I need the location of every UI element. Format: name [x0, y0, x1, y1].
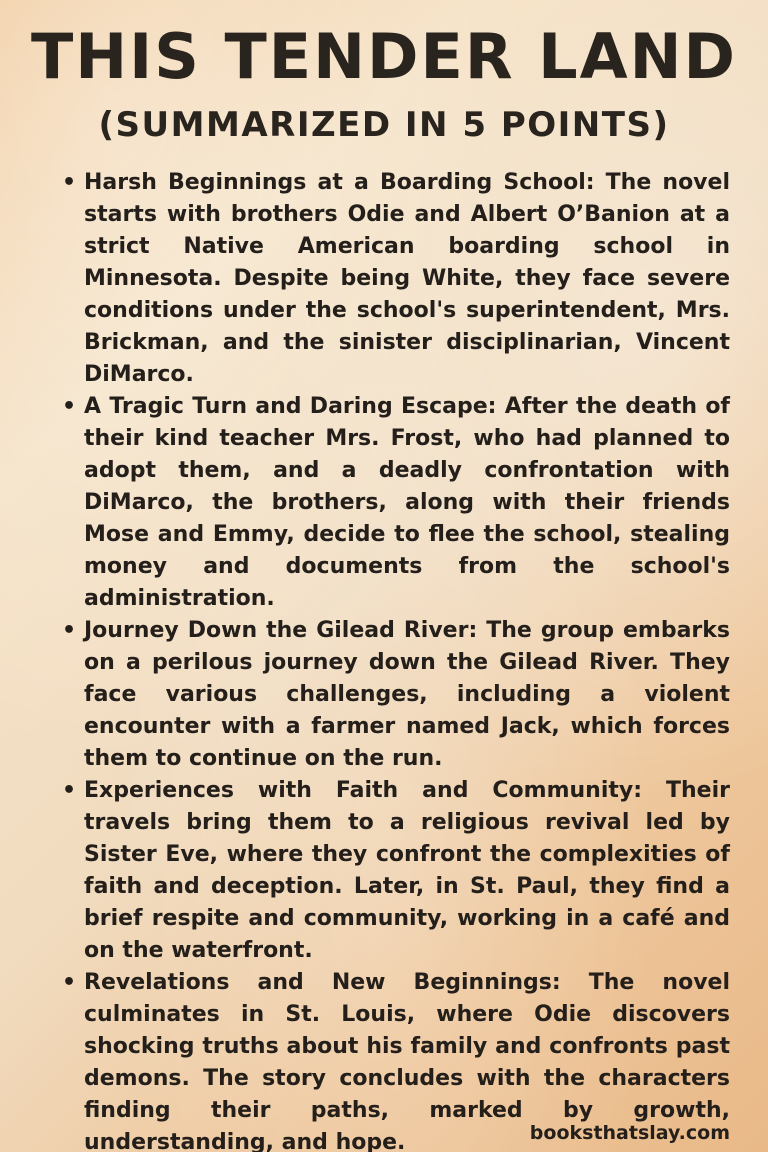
summary-point-text: Journey Down the Gilead River: The group embarks on a perilous journey down the Gilead River. They face various challenges, including a violent encounter with a farmer named Jack, which forces them to continue on the run.: [84, 618, 730, 771]
summary-point: [62, 167, 730, 391]
summary-point-text: A Tragic Turn and Daring Escape: After the death of their kind teacher Mrs. Frost, who had planned to adopt them, and a deadly confrontation with DiMarco, the brothers, along with their friends Mose and Emmy, decide to flee the school, stealing money and documents from the school's administration.: [84, 394, 730, 611]
summary-point: [62, 615, 730, 775]
source-site-link[interactable]: booksthatslay.com: [529, 1122, 730, 1144]
bullet-dot-icon: •: [62, 170, 77, 195]
summary-point: [62, 775, 730, 967]
summary-point-text: Experiences with Faith and Community: Their travels bring them to a religious revival led by Sister Eve, where they confront the complexities of faith and deception. Later, in St. Paul, they find a brief respite and community, working in a café and on the waterfront.: [84, 778, 730, 963]
page-title: THIS TENDER LAND: [30, 20, 737, 93]
summary-point-text: Harsh Beginnings at a Boarding School: The novel starts with brothers Odie and Albert O’Banion at a strict Native American boarding school in Minnesota. Despite being White, they face severe conditions under the school's superintendent, Mrs. Brickman, and the sinister disciplinarian, Vincent DiMarco.: [84, 170, 730, 387]
bullet-dot-icon: •: [62, 394, 77, 419]
summary-points-list: [62, 167, 730, 1152]
summary-point: [62, 391, 730, 615]
bullet-dot-icon: •: [62, 970, 77, 995]
bullet-dot-icon: •: [62, 618, 77, 643]
summary-point-text: Revelations and New Beginnings: The novel culminates in St. Louis, where Odie discovers shocking truths about his family and confronts past demons. The story concludes with the characters finding their paths, marked by growth, understanding, and hope.: [84, 970, 730, 1152]
page-subtitle: (SUMMARIZED IN 5 POINTS): [98, 105, 670, 145]
bullet-dot-icon: •: [62, 778, 77, 803]
